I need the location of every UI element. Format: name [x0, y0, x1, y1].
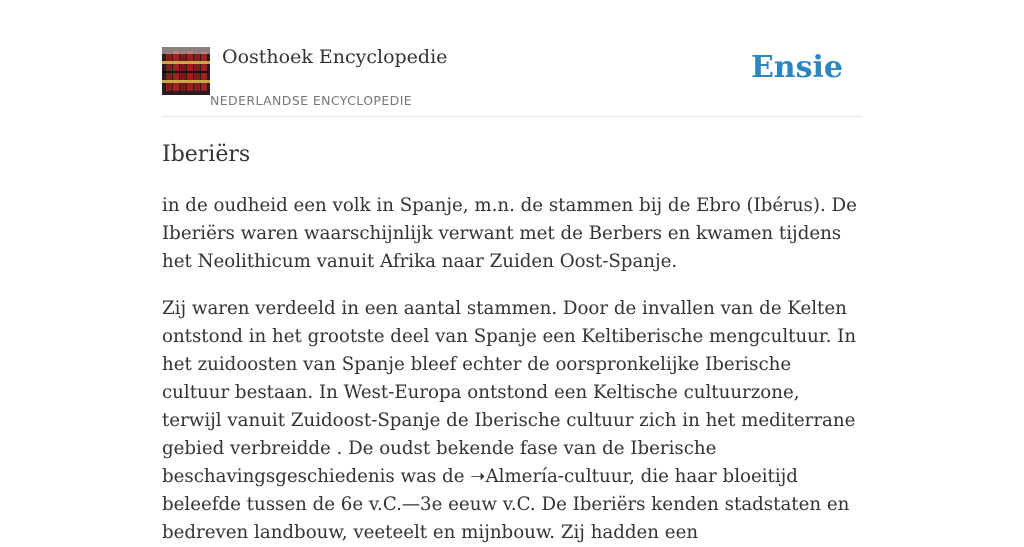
site-header	[162, 44, 862, 117]
article-paragraph: in de oudheid een volk in Spanje, m.n. de stammen bij de Ebro (Ibérus). De Iberiërs waren waarschijnlijk verwant met de Berbers en kwamen tijdens het Neolithicum vanuit Afrika naar Zuiden Oost-Spanje.	[162, 195, 857, 272]
book-spines-icon[interactable]	[162, 47, 210, 95]
site-subtitle: NEDERLANDSE ENCYCLOPEDIE	[210, 93, 413, 108]
ensie-logo[interactable]: Ensie	[750, 50, 843, 85]
paragraph-text: Zij waren verdeeld in een aantal stammen. Door de invallen van de Kelten ontstond in het grootste deel van Spanje een Keltiberische mengcultuur. In het zuidoosten van Spanje bleef echter de oorspronkelijke Iberische cultuur bestaan. In West-Europa ontstond een Keltische cultuurzone, terwijl vanuit Zuidoost-Spanje de Iberische cultuur zich in het mediterrane gebied verbreidde . De oudst bekende fase van de Iberische beschavingsgeschiedenis was de	[162, 298, 857, 487]
article-paragraph	[162, 295, 862, 547]
book-spines-graphic	[162, 47, 210, 95]
article-title: Iberiërs	[162, 142, 251, 167]
cross-reference-link[interactable]: ➝Almería-cultuur	[470, 466, 630, 487]
article	[162, 138, 862, 547]
site-title[interactable]: Oosthoek Encyclopedie	[222, 46, 448, 68]
paragraph-text: , die haar bloeitijd beleefde tussen de 6e v.C.—3e eeuw v.C. De Iberiërs kenden stadstaten en bedreven landbouw, veeteelt en mijnbouw. Zij hadden een	[162, 466, 850, 543]
